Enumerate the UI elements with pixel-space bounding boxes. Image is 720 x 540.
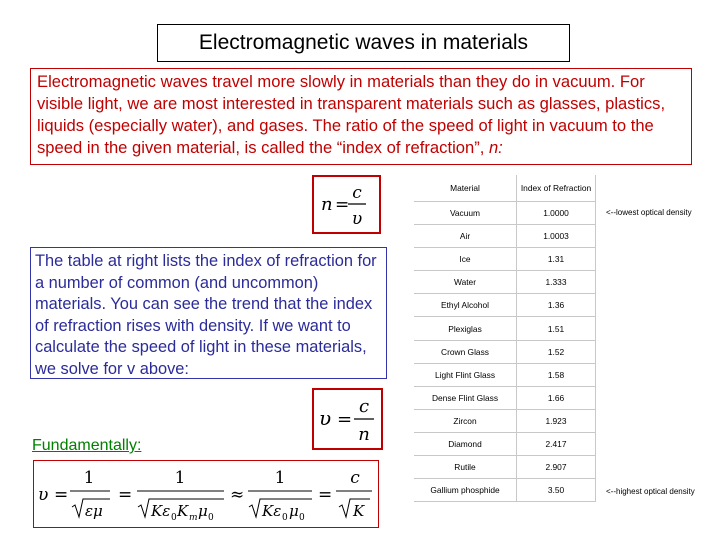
table-row bbox=[414, 386, 596, 409]
material-cell: Zircon bbox=[414, 409, 517, 432]
svg-text:1: 1 bbox=[174, 468, 186, 488]
svg-text:εμ: εμ bbox=[85, 502, 103, 520]
table-row bbox=[414, 363, 596, 386]
svg-text:Kε: Kε bbox=[262, 502, 282, 520]
svg-text:1: 1 bbox=[83, 468, 95, 488]
explanation-text: The table at right lists the index of refraction for a number of common (and uncommon) materials. You can see the trend that the index of refraction rises with density. If we want to calculate the speed of light in these materials, we solve for v above: bbox=[30, 247, 387, 379]
note-highest-density: <--highest optical density bbox=[606, 487, 695, 496]
table-row bbox=[414, 271, 596, 294]
header-index: Index of Refraction bbox=[517, 175, 596, 202]
material-cell: Air bbox=[414, 225, 517, 248]
formula-n-num: c bbox=[352, 183, 362, 203]
material-cell: Plexiglas bbox=[414, 317, 517, 340]
formula-v-lhs: υ bbox=[319, 406, 332, 430]
table-row bbox=[414, 409, 596, 432]
index-cell: 2.907 bbox=[517, 456, 596, 479]
svg-text:0: 0 bbox=[171, 513, 177, 523]
svg-text:0: 0 bbox=[299, 513, 305, 523]
table-row bbox=[414, 202, 596, 225]
index-cell: 1.52 bbox=[517, 340, 596, 363]
svg-text:μ: μ bbox=[289, 502, 299, 520]
table-row bbox=[414, 248, 596, 271]
formula-fundamental bbox=[33, 460, 379, 528]
svg-text:0: 0 bbox=[208, 513, 214, 523]
page-title: Electromagnetic waves in materials bbox=[157, 24, 570, 62]
fundamental-equation-graphic bbox=[34, 461, 378, 527]
svg-text:Kε: Kε bbox=[151, 502, 171, 520]
index-cell: 2.417 bbox=[517, 432, 596, 455]
index-cell: 1.0000 bbox=[517, 202, 596, 225]
svg-text:μ: μ bbox=[198, 502, 208, 520]
index-cell: 3.50 bbox=[517, 479, 596, 502]
svg-text:≈: ≈ bbox=[230, 485, 245, 505]
material-cell: Crown Glass bbox=[414, 340, 517, 363]
index-cell: 1.923 bbox=[517, 409, 596, 432]
fundamentally-label: Fundamentally: bbox=[32, 437, 142, 454]
table-row bbox=[414, 479, 596, 502]
formula-v-num: c bbox=[358, 396, 370, 417]
index-cell: 1.333 bbox=[517, 271, 596, 294]
svg-text:=: = bbox=[318, 485, 333, 505]
formula-n-den: υ bbox=[351, 209, 363, 229]
table-row bbox=[414, 456, 596, 479]
material-cell: Diamond bbox=[414, 432, 517, 455]
material-cell: Water bbox=[414, 271, 517, 294]
table-row bbox=[414, 225, 596, 248]
material-cell: Ice bbox=[414, 248, 517, 271]
refraction-index-table bbox=[414, 175, 596, 502]
material-cell: Dense Flint Glass bbox=[414, 386, 517, 409]
table-header-row bbox=[414, 175, 596, 202]
formula-n-definition bbox=[312, 175, 381, 234]
intro-text: Electromagnetic waves travel more slowly in materials than they do in vacuum. For visible light, we are most interested in transparent materials such as glasses, plastics, liquids (especially water), and gases. The ratio of the speed of light in vacuum to the speed in the given material, is called the “index of refraction”, bbox=[37, 72, 666, 157]
index-cell: 1.31 bbox=[517, 248, 596, 271]
index-cell: 1.66 bbox=[517, 386, 596, 409]
svg-text:0: 0 bbox=[282, 513, 288, 523]
material-cell: Ethyl Alcohol bbox=[414, 294, 517, 317]
formula-n-eq: = bbox=[335, 195, 350, 215]
material-cell: Rutile bbox=[414, 456, 517, 479]
svg-text:υ: υ bbox=[38, 485, 49, 505]
formula-v-definition bbox=[312, 388, 383, 450]
material-cell: Gallium phosphide bbox=[414, 479, 517, 502]
header-material: Material bbox=[414, 175, 517, 202]
index-cell: 1.51 bbox=[517, 317, 596, 340]
svg-text:1: 1 bbox=[274, 468, 286, 488]
intro-text-box bbox=[30, 68, 692, 165]
index-cell: 1.58 bbox=[517, 363, 596, 386]
intro-symbol: n: bbox=[488, 138, 503, 157]
svg-text:K: K bbox=[353, 502, 365, 520]
material-cell: Vacuum bbox=[414, 202, 517, 225]
formula-v-eq: = bbox=[337, 409, 353, 430]
formula-v-den: n bbox=[358, 424, 370, 445]
note-lowest-density: <--lowest optical density bbox=[606, 208, 692, 217]
svg-text:m: m bbox=[189, 513, 198, 523]
table-row bbox=[414, 340, 596, 363]
svg-text:K: K bbox=[177, 502, 189, 520]
svg-text:=: = bbox=[118, 485, 133, 505]
svg-text:=: = bbox=[54, 485, 69, 505]
material-cell: Light Flint Glass bbox=[414, 363, 517, 386]
formula-n-lhs: n bbox=[321, 194, 333, 215]
table-row bbox=[414, 317, 596, 340]
svg-text:c: c bbox=[350, 468, 360, 488]
index-cell: 1.36 bbox=[517, 294, 596, 317]
table-row bbox=[414, 294, 596, 317]
table-row bbox=[414, 432, 596, 455]
index-cell: 1.0003 bbox=[517, 225, 596, 248]
